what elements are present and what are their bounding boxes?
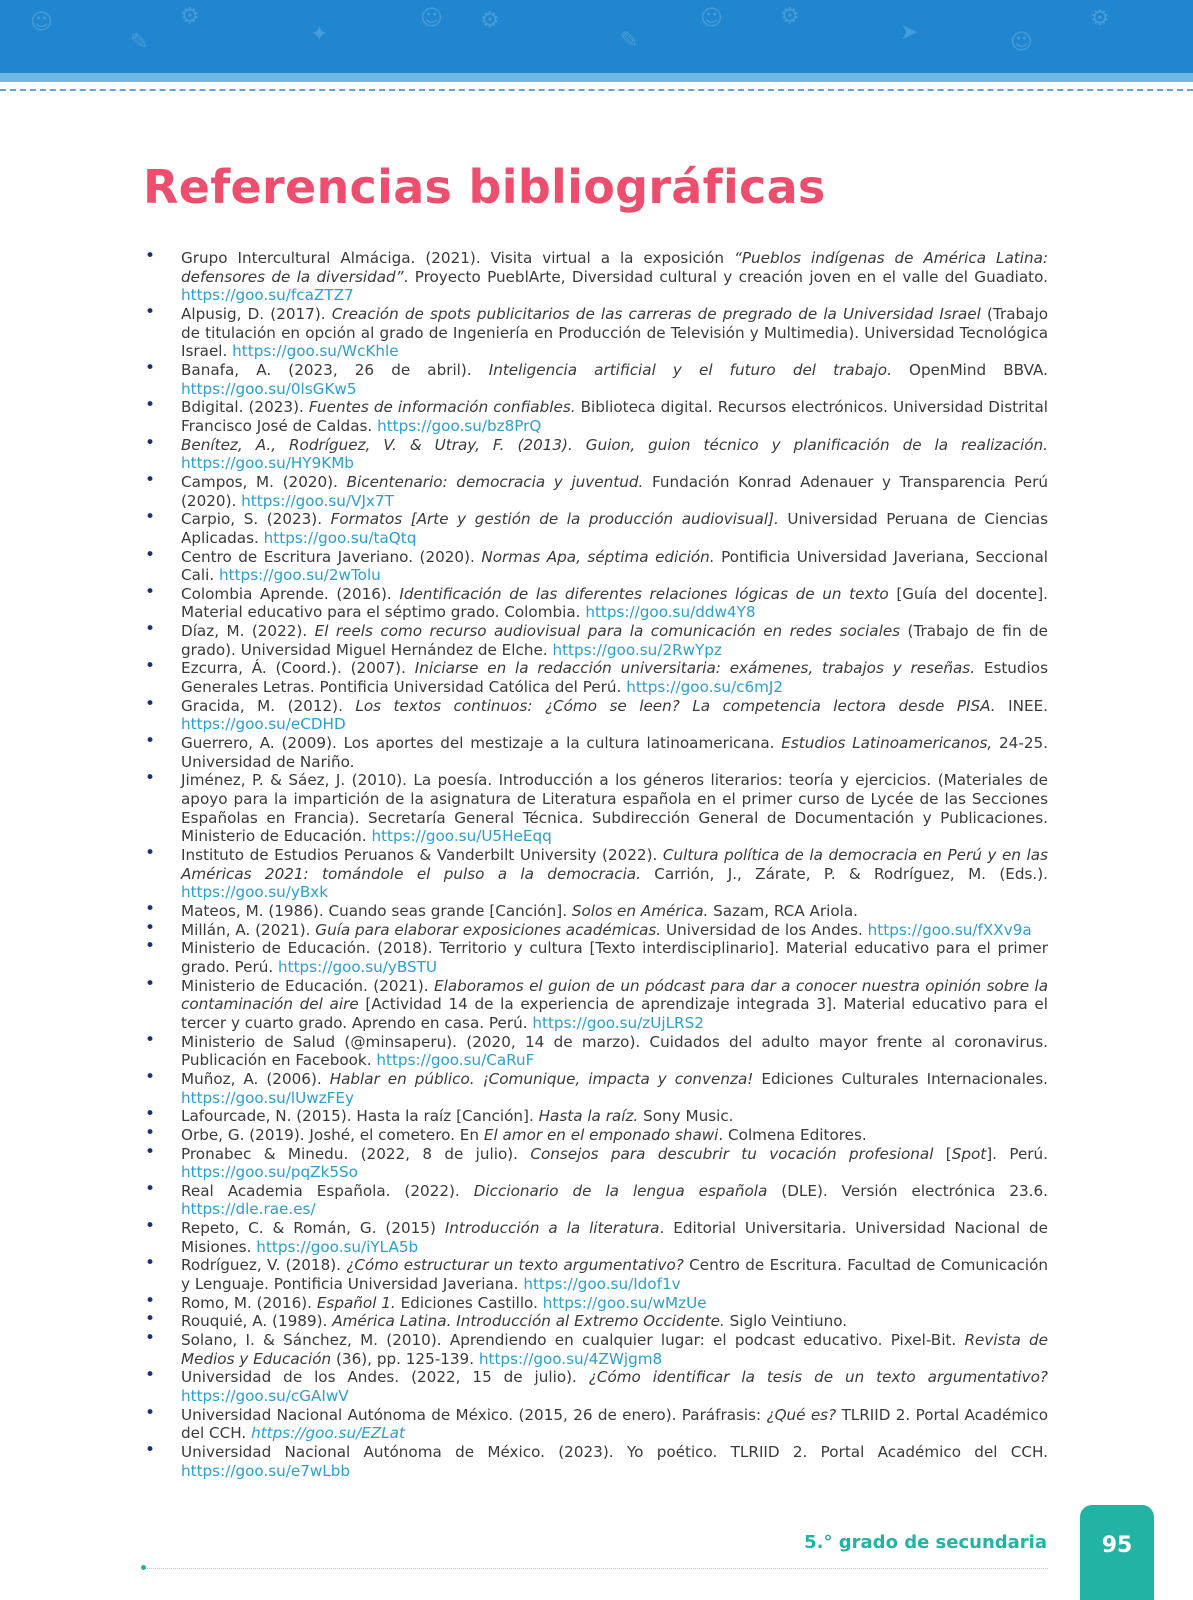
- doodle-icon: ☺: [1010, 30, 1033, 55]
- reference-text: [Guía del docente]. Material educativo para el séptimo grado. Colombia.: [181, 584, 1048, 622]
- reference-text: Ministerio de Salud (@minsaperu). (2020, 14 de marzo). Cuidados del adulto mayor frente al coronavirus. Publicación en Facebook.: [181, 1032, 1048, 1070]
- reference-text: Millán, A. (2021).: [181, 920, 316, 939]
- reference-item: [143, 432, 1048, 473]
- reference-link[interactable]: https://goo.su/yBSTU: [278, 957, 438, 976]
- reference-link[interactable]: https://goo.su/lUwzFEy: [181, 1088, 354, 1107]
- bullet-icon: •: [145, 1216, 156, 1237]
- bullet-icon: •: [145, 936, 156, 957]
- bullet-icon: •: [145, 544, 156, 565]
- reference-item: [143, 581, 1048, 622]
- reference-title: Bicentenario: democracia y juventud.: [346, 472, 644, 491]
- reference-title: Los textos continuos: ¿Cómo se leen? La competencia lectora desde PISA.: [355, 696, 996, 715]
- reference-item: [143, 395, 1049, 435]
- reference-item: [143, 507, 1048, 547]
- reference-text: Ministerio de Educación. (2021).: [181, 976, 435, 995]
- reference-item: [143, 1066, 1048, 1107]
- reference-text: Centro de Escritura Javeriano. (2020).: [181, 547, 482, 566]
- reference-link[interactable]: https://goo.su/2wTolu: [219, 566, 381, 585]
- reference-text: (36), pp. 125-139.: [331, 1349, 479, 1368]
- bullet-icon: •: [145, 1029, 156, 1050]
- reference-title: América Latina. Introducción al Extremo Occidente.: [332, 1312, 725, 1331]
- gear-icon: ⚙: [780, 4, 800, 29]
- reference-text: Ediciones Culturales Internacionales.: [753, 1069, 1048, 1088]
- reference-title: Fuentes de información confiables.: [308, 398, 576, 417]
- reference-text: Estudios Generales Letras. Pontificia Universidad Católica del Perú.: [181, 659, 1048, 697]
- reference-title: Hasta la raíz.: [538, 1107, 639, 1126]
- reference-title: Creación de spots publicitarios de las carreras de pregrado de la Universidad Israel: [331, 304, 981, 323]
- reference-link[interactable]: https://goo.su/e7wLbb: [181, 1461, 351, 1480]
- reference-title: Elaboramos el guion de un pódcast para dar a conocer nuestra opinión sobre la contaminación del aire: [181, 976, 1048, 1014]
- footer-dot: [141, 1565, 146, 1570]
- bullet-icon: •: [145, 1066, 156, 1087]
- reference-text: INEE.: [995, 696, 1048, 715]
- reference-text: Universidad de los Andes. (2022, 15 de julio).: [181, 1368, 589, 1387]
- reference-item: [143, 693, 1048, 734]
- reference-item: [143, 301, 1048, 361]
- reference-item: [143, 469, 1049, 510]
- cursor-icon: ➤: [900, 20, 919, 45]
- page-title: Referencias bibliográficas: [143, 160, 826, 214]
- reference-text: Carpio, S. (2023).: [181, 510, 331, 529]
- reference-item: [143, 1402, 1048, 1443]
- reference-title: El reels como recurso audiovisual para la comunicación en redes sociales: [314, 622, 901, 641]
- reference-item: [143, 1141, 1048, 1182]
- reference-title: Normas Apa, séptima edición.: [481, 547, 715, 566]
- reference-title: ¿Cómo estructurar un texto argumentativo?: [346, 1256, 684, 1275]
- bullet-icon: •: [145, 581, 156, 602]
- reference-text: Universidad de los Andes.: [661, 920, 868, 939]
- reference-item: [143, 1178, 1048, 1219]
- reference-text: . Editorial Universitaria. Universidad Nacional de Misiones.: [181, 1219, 1049, 1256]
- reference-link[interactable]: https://goo.su/U5HeEqq: [371, 827, 552, 846]
- reference-title: ¿Cómo identificar la tesis de un texto argumentativo?: [588, 1368, 1048, 1387]
- bullet-icon: •: [145, 917, 156, 938]
- reference-item: [143, 843, 1048, 902]
- reference-text: Jiménez, P. & Sáez, J. (2010). La poesía. Introducción a los géneros literarios: teoría y ejercicios. (Materiales de apoyo para la impartición de la asignatura de Literatura española en el primer curso de Lycée de las Secciones Españolas en Francia). Secretaría General Técnica. Subdirección General de Documentación y Publicaciones. Ministerio de Educación.: [181, 771, 1048, 846]
- reference-item: [143, 1290, 1048, 1313]
- reference-title: Guía para elaborar exposiciones académicas.: [315, 920, 662, 939]
- footer-divider: [143, 1568, 1048, 1569]
- bullet-icon: •: [145, 469, 156, 490]
- reference-item: [143, 1122, 1048, 1145]
- bullet-icon: •: [145, 357, 156, 378]
- reference-item: [143, 619, 1048, 659]
- header-banner: [0, 0, 1193, 73]
- reference-text: (DLE). Versión electrónica 23.6.: [767, 1181, 1048, 1200]
- reference-link[interactable]: https://goo.su/yBxk: [181, 883, 329, 902]
- header-divider: [0, 89, 1193, 91]
- reference-text: Campos, M. (2020).: [181, 472, 347, 491]
- reference-text: Lafourcade, N. (2015). Hasta la raíz [Canción].: [181, 1107, 539, 1126]
- bullet-icon: •: [145, 731, 156, 752]
- reference-text: [Actividad 14 de la experiencia de aprendizaje integrada 3]. Material educativo para el tercer y cuarto grado. Aprendo en casa. Perú.: [181, 995, 1048, 1032]
- page-number: 95: [1101, 1533, 1133, 1558]
- bullet-icon: •: [145, 898, 156, 919]
- reference-item: [143, 1216, 1049, 1256]
- reference-title: Estudios Latinoamericanos,: [781, 734, 993, 753]
- reference-text: Guerrero, A. (2009). Los aportes del mestizaje a la cultura latinoamericana.: [181, 734, 782, 753]
- reference-text: Orbe, G. (2019). Joshé, el cometero. En: [181, 1125, 484, 1144]
- reference-title: Benítez, A., Rodríguez, V. & Utray, F. (2013). Guion, guion técnico y planificación de la realización.: [181, 435, 1048, 454]
- reference-text: Universidad Peruana de Ciencias Aplicadas.: [181, 510, 1048, 547]
- gear-icon: ⚙: [480, 8, 500, 33]
- reference-text: (Trabajo de fin de grado). Universidad Miguel Hernández de Elche.: [181, 622, 1048, 659]
- reference-link[interactable]: https://dle.rae.es/: [181, 1200, 316, 1219]
- reference-title: Solos en América.: [571, 901, 709, 920]
- bullet-icon: •: [145, 301, 156, 322]
- reference-link[interactable]: https://goo.su/CaRuF: [376, 1051, 535, 1070]
- grade-label: 5.° grado de secundaria: [804, 1532, 1047, 1553]
- reference-title: Introducción a la literatura: [444, 1219, 660, 1238]
- bullet-icon: •: [145, 1290, 156, 1311]
- reference-text: Díaz, M. (2022).: [181, 622, 315, 641]
- reference-text: Universidad Nacional Autónoma de México. (2015, 26 de enero). Paráfrasis:: [181, 1405, 767, 1424]
- reference-title: Consejos para descubrir tu vocación profesional: [530, 1144, 934, 1163]
- reference-item: [143, 898, 1048, 921]
- reference-text: . Proyecto PueblArte, Diversidad cultural y creación joven en el valle del Guadiato.: [403, 267, 1048, 286]
- reference-text: Carrión, J., Zárate, P. & Rodríguez, M. (Eds.).: [640, 864, 1048, 883]
- reference-item: [143, 973, 1048, 1033]
- reference-text: Solano, I. & Sánchez, M. (2010). Aprendiendo en cualquier lugar: el podcast educativo. Pixel-Bit.: [181, 1331, 965, 1350]
- doodle-icon: ☺: [30, 10, 53, 35]
- header-strip: [0, 73, 1193, 82]
- bullet-icon: •: [145, 1141, 156, 1162]
- doodle-icon: ✎: [620, 28, 639, 53]
- reference-link[interactable]: https://goo.su/HY9KMb: [181, 454, 354, 473]
- bullet-icon: •: [145, 1309, 156, 1330]
- reference-link[interactable]: https://goo.su/fcaZTZ7: [181, 286, 354, 305]
- reference-title: Revista de Medios y Educación: [181, 1331, 1048, 1368]
- bullet-icon: •: [145, 1440, 156, 1460]
- bullet-icon: •: [145, 973, 156, 994]
- reference-text: 24-25. Universidad de Nariño.: [181, 734, 1048, 771]
- reference-item: [143, 357, 1048, 398]
- bullet-icon: •: [145, 1122, 156, 1143]
- reference-link[interactable]: https://goo.su/VJx7T: [241, 491, 394, 510]
- reference-item: [143, 1328, 1048, 1368]
- reference-item: [143, 246, 1048, 305]
- reference-text: Ministerio de Educación. (2018). Territorio y cultura [Texto interdisciplinario]. Material educativo para el primer grado. Perú.: [181, 939, 1048, 976]
- reference-title: Spot: [951, 1144, 987, 1163]
- reference-item: [143, 936, 1048, 976]
- reference-text: Rodríguez, V. (2018).: [181, 1256, 347, 1275]
- reference-text: Repeto, C. & Román, G. (2015): [181, 1219, 445, 1238]
- reference-item: [143, 656, 1048, 697]
- reference-text: Biblioteca digital. Recursos electrónicos. Universidad Distrital Francisco José de Caldas.: [181, 398, 1049, 435]
- reference-link[interactable]: https://goo.su/2RwYpz: [552, 640, 722, 659]
- reference-item: [143, 1253, 1049, 1294]
- bullet-icon: •: [145, 619, 156, 640]
- reference-text: Banafa, A. (2023, 26 de abril).: [181, 360, 489, 379]
- reference-text: OpenMind BBVA.: [891, 360, 1048, 379]
- reference-link[interactable]: https://goo.su/EZLat: [251, 1424, 405, 1443]
- reference-text: Pontificia Universidad Javeriana, Seccional Cali.: [181, 547, 1048, 585]
- reference-link[interactable]: https://goo.su/0lsGKw5: [181, 379, 357, 398]
- bullet-icon: •: [145, 1253, 156, 1274]
- reference-title: Diccionario de la lengua española: [473, 1181, 768, 1200]
- reference-link[interactable]: https://goo.su/bz8PrQ: [377, 416, 542, 435]
- reference-text: Pronabec & Minedu. (2022, 8 de julio).: [181, 1144, 531, 1163]
- reference-text: Ezcurra, Á. (Coord.). (2007).: [181, 659, 415, 678]
- doodle-icon: ✎: [130, 30, 149, 55]
- reference-text: Sony Music.: [638, 1107, 734, 1126]
- reference-link[interactable]: https://goo.su/wMzUe: [542, 1293, 707, 1312]
- bullet-icon: •: [145, 656, 156, 677]
- reference-text: Alpusig, D. (2017).: [181, 304, 332, 323]
- reference-title: ¿Qué es?: [766, 1405, 837, 1424]
- reference-text: Grupo Intercultural Almáciga. (2021). Visita virtual a la exposición: [181, 249, 734, 267]
- bullet-icon: •: [145, 1104, 156, 1125]
- reference-link[interactable]: https://goo.su/eCDHD: [181, 715, 346, 734]
- reference-title: Cultura política de la democracia en Perú y en las Américas 2021: tomándole el pulso a la democracia.: [181, 846, 1048, 883]
- page-number-tab: [1080, 1505, 1154, 1600]
- reference-title: Iniciarse en la redacción universitaria: exámenes, trabajos y reseñas.: [414, 659, 976, 678]
- reference-text: [: [933, 1144, 952, 1163]
- reference-text: Fundación Konrad Adenauer y Transparencia Perú (2020).: [181, 472, 1049, 510]
- reference-item: [143, 1029, 1048, 1070]
- reference-text: Gracida, M. (2012).: [181, 696, 356, 715]
- reference-text: Romo, M. (2016).: [181, 1293, 317, 1312]
- reference-link[interactable]: https://goo.su/taQtq: [263, 528, 417, 547]
- reference-title: “Pueblos indígenas de América Latina: defensores de la diversidad”: [181, 249, 1048, 286]
- reference-text: Real Academia Española. (2022).: [181, 1181, 474, 1200]
- reference-link[interactable]: https://goo.su/cGAIwV: [181, 1387, 349, 1406]
- reference-title: Español 1.: [316, 1293, 396, 1312]
- reference-text: . Colmena Editores.: [718, 1125, 867, 1144]
- reference-text: Centro de Escritura. Facultad de Comunicación y Lenguaje. Pontificia Universidad Javeriana.: [181, 1256, 1049, 1294]
- reference-text: (Trabajo de titulación en opción al grado de Ingeniería en Producción de Televisión y Multimedia). Universidad Tecnológica Israel.: [181, 304, 1048, 361]
- reference-text: Bdigital. (2023).: [181, 398, 309, 417]
- bullet-icon: •: [145, 432, 156, 453]
- reference-text: Instituto de Estudios Peruanos & Vanderbilt University (2022).: [181, 846, 663, 864]
- bullet-icon: •: [145, 1402, 156, 1423]
- reference-title: Identificación de las diferentes relaciones lógicas de un texto: [399, 584, 889, 603]
- reference-text: TLRIID 2. Portal Académico del CCH.: [181, 1405, 1048, 1443]
- reference-link[interactable]: https://goo.su/ddw4Y8: [585, 603, 756, 622]
- reference-item: [143, 1365, 1048, 1406]
- reference-link[interactable]: https://goo.su/fXXv9a: [867, 920, 1032, 939]
- reference-text: Siglo Veintiuno.: [724, 1312, 848, 1331]
- reference-text: Rouquié, A. (1989).: [181, 1312, 333, 1331]
- reference-item: [143, 917, 1048, 940]
- bullet-icon: •: [145, 395, 156, 416]
- reference-link[interactable]: https://goo.su/4ZWjgm8: [478, 1349, 663, 1368]
- reference-text: Universidad Nacional Autónoma de México. (2023). Yo poético. TLRIID 2. Portal Académico del CCH.: [181, 1443, 1048, 1461]
- bullet-icon: •: [145, 1365, 156, 1386]
- reference-item: [143, 544, 1048, 585]
- reference-title: Hablar en público. ¡Comunique, impacta y convenza!: [329, 1069, 754, 1088]
- reference-text: ]. Perú.: [986, 1144, 1048, 1163]
- reference-link[interactable]: https://goo.su/iYLA5b: [256, 1237, 419, 1256]
- bullet-icon: •: [145, 843, 156, 863]
- reference-list: [143, 246, 1049, 1480]
- bullet-icon: •: [145, 693, 156, 714]
- reference-item: [143, 1440, 1048, 1480]
- reference-link[interactable]: https://goo.su/c6mJ2: [626, 678, 784, 697]
- reference-link[interactable]: https://goo.su/pqZk5So: [181, 1163, 358, 1182]
- doodle-icon: ☺: [700, 6, 723, 31]
- reference-title: Inteligencia artificial y el futuro del trabajo.: [488, 360, 892, 379]
- lightbulb-icon: ✦: [310, 22, 329, 47]
- reference-text: Colombia Aprende. (2016).: [181, 584, 400, 603]
- doodle-icon: ☺: [420, 6, 443, 31]
- reference-title: El amor en el emponado shawi: [483, 1125, 719, 1144]
- reference-title: Formatos [Arte y gestión de la producción audiovisual].: [330, 510, 779, 529]
- reference-link[interactable]: https://goo.su/Idof1v: [523, 1275, 681, 1294]
- reference-item: [143, 1104, 1048, 1126]
- bullet-icon: •: [145, 507, 156, 528]
- bullet-icon: •: [145, 1328, 156, 1349]
- reference-item: [143, 731, 1048, 771]
- gear-icon: ⚙: [1090, 6, 1110, 31]
- reference-text: Ediciones Castillo.: [395, 1293, 543, 1312]
- reference-link[interactable]: https://goo.su/WcKhle: [232, 342, 399, 361]
- bullet-icon: •: [145, 768, 156, 789]
- bullet-icon: •: [145, 246, 156, 266]
- reference-text: Muñoz, A. (2006).: [181, 1069, 330, 1088]
- reference-link[interactable]: https://goo.su/zUjLRS2: [532, 1013, 704, 1032]
- reference-item: [143, 1309, 1048, 1331]
- bullet-icon: •: [145, 1178, 156, 1199]
- reference-text: Mateos, M. (1986). Cuando seas grande [Canción].: [181, 901, 572, 920]
- reference-text: Sazam, RCA Ariola.: [708, 901, 858, 920]
- reference-item: [143, 768, 1048, 846]
- gear-icon: ⚙: [180, 4, 200, 29]
